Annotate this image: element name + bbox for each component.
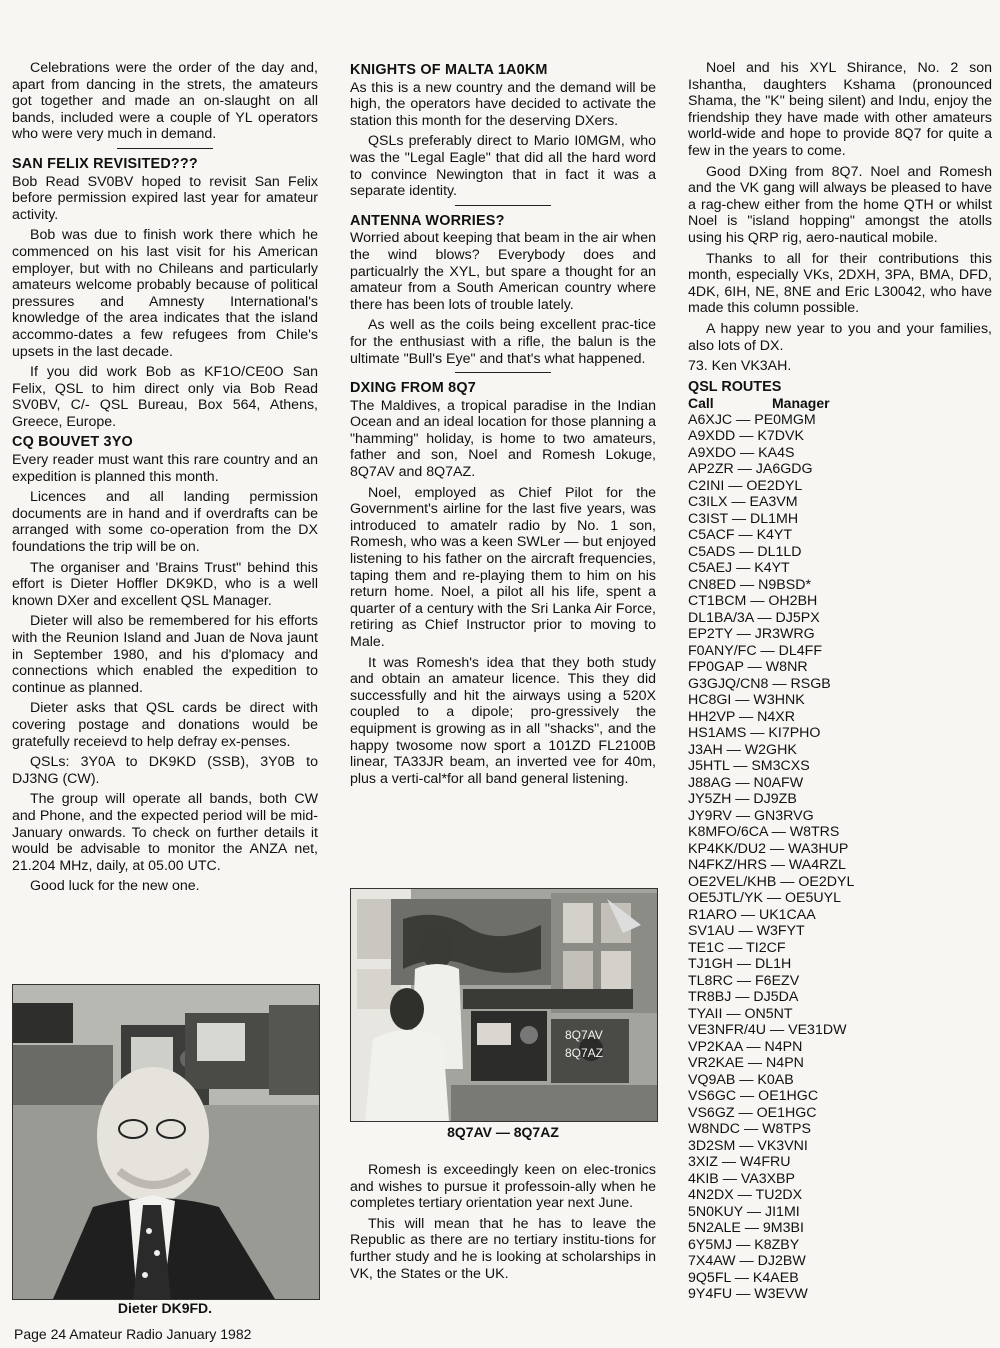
- qsl-route-row: SV1AU — W3FYT: [688, 923, 805, 940]
- qsl-route-row: HS1AMS — KI7PHO: [688, 725, 821, 742]
- malta-heading: KNIGHTS OF MALTA 1A0KM: [350, 62, 548, 78]
- qsl-route-row: EP2TY — JR3WRG: [688, 626, 815, 643]
- qsl-route-row: TL8RC — F6EZV: [688, 972, 800, 989]
- section-divider: [455, 205, 551, 206]
- qsl-route-row: J3AH — W2GHK: [688, 741, 797, 758]
- qsl-route-row: 3XIZ — W4FRU: [688, 1154, 791, 1171]
- dieter-photo-caption: Dieter DK9FD.: [117, 1300, 213, 1316]
- qsl-route-row: 5N2ALE — 9M3BI: [688, 1220, 804, 1237]
- san-felix-heading: SAN FELIX REVISITED???: [12, 155, 198, 172]
- thanks-paragraph: Thanks to all for their contributions this month, especially VKs, 2DXH, 3PA, BMA, DFD, 4DK, 6IH, NE, 8NE and Eric L30042, who have made this column possible.: [688, 250, 992, 317]
- qsl-route-row: A9XDO — KA4S: [688, 444, 795, 461]
- antenna-paragraph: As well as the coils being excellent prac-tice for the enthusiast with a rifle, the balun is the ultimate "Bull's Eye" and that's what happened.: [350, 317, 656, 367]
- column-middle-continued: [350, 1162, 656, 1286]
- qsl-route-row: C5ADS — DL1LD: [688, 543, 802, 560]
- qsl-route-row: DL1BA/3A — DJ5PX: [688, 609, 820, 626]
- section-divider: [455, 372, 551, 373]
- qsl-route-row: 6Y5MJ — K8ZBY: [688, 1236, 800, 1253]
- section-divider: [117, 148, 213, 149]
- qsl-route-row: VE3NFR/4U — VE31DW: [688, 1022, 847, 1039]
- bouvet-heading: CQ BOUVET 3YO: [12, 434, 133, 451]
- qsl-route-row: HH2VP — N4XR: [688, 708, 795, 725]
- qsl-route-row: K8MFO/6CA — W8TRS: [688, 824, 840, 841]
- qsl-route-row: 5N0KUY — JI1MI: [688, 1203, 800, 1220]
- qsl-route-row: 9Y4FU — W3EVW: [688, 1286, 808, 1303]
- qsl-route-row: C5AEJ — K4YT: [688, 560, 790, 577]
- qsl-route-row: FP0GAP — W8NR: [688, 659, 808, 676]
- san-felix-paragraph: Bob was due to finish work there which he commenced on his last visit for his American employer, but with no Chileans and particularly amateurs welcome probably because of political pressures and Amnesty International's knowledge of the area indicates that the island accommo-dates a few refugees from Chile's upsets in the last decade.: [12, 227, 318, 360]
- qsl-route-row: CN8ED — N9BSD*: [688, 576, 811, 593]
- shack-photo: [350, 888, 658, 1122]
- san-felix-paragraph: Bob Read SV0BV hoped to revisit San Felix before permission expired last year for amateur activity.: [12, 173, 318, 223]
- qsl-routes-heading: QSL ROUTES: [688, 378, 782, 395]
- qsl-route-row: 4KIB — VA3XBP: [688, 1170, 795, 1187]
- qsl-route-row: 4N2DX — TU2DX: [688, 1187, 803, 1204]
- bouvet-paragraph: Every reader must want this rare country and an expedition is planned this month.: [12, 452, 318, 485]
- qsl-route-row: VS6GZ — OE1HGC: [688, 1104, 817, 1121]
- qsl-call-header: Call: [688, 395, 714, 412]
- qsl-route-row: OE5JTL/YK — OE5UYL: [688, 890, 841, 907]
- family-paragraph: Noel and his XYL Shirance, No. 2 son Ishantha, daughters Kshama (pronounced Shama, the "K" being silent) and Indu, enjoy the friendship they have made with other amateurs world-wide and hope to provide 8Q7 for quite a few in the years to come.: [688, 60, 992, 159]
- bouvet-paragraph: QSLs: 3Y0A to DK9KD (SSB), 3Y0B to DJ3NG (CW).: [12, 754, 318, 787]
- bouvet-paragraph: Licences and all landing permission documents are in hand and if overdrafts can be arranged with some co-operation from the DX foundations the trip will be on.: [12, 489, 318, 556]
- qsl-manager-header: Manager: [772, 395, 830, 412]
- qsl-routes-list: [688, 412, 992, 1303]
- qsl-route-row: JY9RV — GN3RVG: [688, 807, 814, 824]
- qsl-route-row: 3D2SM — VK3VNI: [688, 1137, 808, 1154]
- shack-photo-illustration: [351, 889, 657, 1121]
- malta-paragraph: As this is a new country and the demand will be high, the operators have decided to activate the station this month for the deserving DXers.: [350, 79, 656, 129]
- qsl-route-row: J88AG — N0AFW: [688, 774, 804, 791]
- qsl-route-row: R1ARO — UK1CAA: [688, 906, 816, 923]
- qsl-route-row: CT1BCM — OH2BH: [688, 593, 818, 610]
- qsl-route-row: 9Q5FL — K4AEB: [688, 1269, 799, 1286]
- bouvet-paragraph: The organiser and 'Brains Trust" behind this effort is Dieter Hoffler DK9KD, who is a well known DXer and excellent QSL Manager.: [12, 559, 318, 609]
- malta-paragraph: QSLs preferably direct to Mario I0MGM, who was the "Legal Eagle" that did all the hard word to convince Newington that in fact it was a separate identity.: [350, 133, 656, 200]
- qsl-route-row: C2INI — OE2DYL: [688, 477, 803, 494]
- bouvet-paragraph: Good luck for the new one.: [30, 878, 200, 895]
- san-felix-paragraph: If you did work Bob as KF1O/CE0O San Felix, QSL to him direct only via Bob Read SV0BV, C/- QSL Bureau, Box 564, Athens, Greece, Europe.: [12, 364, 318, 430]
- qsl-route-row: TJ1GH — DL1H: [688, 956, 792, 973]
- qsl-route-row: C3IST — DL1MH: [688, 510, 799, 527]
- shack-photo-label-2: 8Q7AZ: [565, 1046, 604, 1060]
- qsl-route-row: C3ILX — EA3VM: [688, 494, 798, 511]
- shack-photo-label-1: 8Q7AV: [565, 1028, 603, 1042]
- column-middle: [350, 60, 656, 791]
- qsl-route-row: C5ACF — K4YT: [688, 527, 793, 544]
- qsl-route-row: J5HTL — SM3CXS: [688, 758, 810, 775]
- signoff: 73. Ken VK3AH.: [688, 358, 792, 375]
- qsl-route-row: G3GJQ/CN8 — RSGB: [688, 675, 831, 692]
- qsl-route-row: N4FKZ/HRS — WA4RZL: [688, 857, 846, 874]
- dxing-paragraph: Romesh is exceedingly keen on elec-tronics and wishes to pursue it professoin-ally when he completes tertiary orientation year next June.: [350, 1162, 656, 1212]
- qsl-route-row: F0ANY/FC — DL4FF: [688, 642, 823, 659]
- dxing-paragraph: The Maldives, a tropical paradise in the Indian Ocean and an ideal location for those planning a "hamming" holiday, is home to two amateurs, father and son, Noel and Romesh Lokuge, 8Q7AV and 8Q7AZ.: [350, 397, 656, 481]
- dieter-photo-illustration: [13, 985, 319, 1299]
- qsl-route-row: KP4KK/DU2 — WA3HUP: [688, 840, 849, 857]
- qsl-route-row: VP2KAA — N4PN: [688, 1038, 803, 1055]
- column-right: [688, 60, 992, 1303]
- antenna-heading: ANTENNA WORRIES?: [350, 212, 505, 229]
- antenna-paragraph: Worried about keeping that beam in the air when the wind blows? Everybody does and particualrly the XYL, but spare a thought for an amateur from a South American country where there has been lots of trouble lately.: [350, 230, 656, 313]
- qsl-route-row: OE2VEL/KHB — OE2DYL: [688, 873, 855, 890]
- qsl-routes-header: [688, 395, 992, 412]
- qsl-route-row: VR2KAE — N4PN: [688, 1055, 804, 1072]
- column-left: [12, 60, 318, 899]
- dxing-paragraph: It was Romesh's idea that they both study and obtain an amateur licence. This they did successfully and hit the airways using a 520X coupled to a dipole; pro-gressively the equipment is growing as in all "shacks", and the happy twosome now sport a 101ZD FL2100B linear, TA33JR beam, an inverted vee for 40m, plus a verti-cal*for all band general listening.: [350, 654, 656, 787]
- new-year-paragraph: A happy new year to you and your families, also lots of DX.: [688, 320, 992, 354]
- dxing-paragraph: This will mean that he has to leave the Republic as there are no tertiary institu-tions for further study and he is looking at scholarships in VK, the States or the UK.: [350, 1215, 656, 1282]
- dxing-heading: DXING FROM 8Q7: [350, 380, 476, 397]
- qsl-route-row: JY5ZH — DJ9ZB: [688, 791, 797, 808]
- shack-photo-caption: 8Q7AV — 8Q7AZ: [447, 1124, 559, 1140]
- qsl-route-row: W8NDC — W8TPS: [688, 1121, 811, 1138]
- bouvet-paragraph: The group will operate all bands, both CW and Phone, and the expected period will be mid-January onwards. To check on further details it would be advisable to monitor the ANZA net, 21.204 MHz, daily, at 05.00 UTC.: [12, 791, 318, 874]
- qsl-route-row: AP2ZR — JA6GDG: [688, 461, 813, 478]
- qsl-route-row: TYAII — ON5NT: [688, 1005, 793, 1022]
- qsl-route-row: A9XDD — K7DVK: [688, 428, 804, 445]
- qsl-route-row: VS6GC — OE1HGC: [688, 1088, 819, 1105]
- qsl-route-row: TE1C — TI2CF: [688, 939, 786, 956]
- intro-paragraph: Celebrations were the order of the day and, apart from dancing in the strets, the amateurs got together and made an on-slaught on all bands, included were a couple of YL operators who were very much in demand.: [12, 60, 318, 143]
- dxing-paragraph: Noel, employed as Chief Pilot for the Government's airline for the last five years, was introduced to amatelr radio by No. 1 son, Romesh, who was a keen SWLer — but enjoyed listening to his father on the aircraft frequencies, taping them and re-playing them to him on his return home. Noel, a pilot all his life, spent a quarter of a century with the Sri Lanka Air Force, retiring as Chief Instructor prior to moving to Male.: [350, 484, 656, 650]
- bouvet-paragraph: Dieter will also be remembered for his efforts with the Reunion Island and Juan de Nova jaunt in September 1980, and his d'plomacy and connections which enabled the expedition to continue as planned.: [12, 613, 318, 696]
- qsl-route-row: 7X4AW — DJ2BW: [688, 1253, 806, 1270]
- dieter-photo: [12, 984, 320, 1300]
- bouvet-paragraph: Dieter asks that QSL cards be direct with covering postage and donations would be gratefully receievd to help defray ex-penses.: [12, 700, 318, 750]
- qsl-route-row: HC8GI — W3HNK: [688, 692, 805, 709]
- qsl-route-row: TR8BJ — DJ5DA: [688, 989, 799, 1006]
- page-footer: Page 24 Amateur Radio January 1982: [14, 1326, 252, 1342]
- qsl-route-row: A6XJC — PE0MGM: [688, 411, 816, 428]
- qsl-route-row: VQ9AB — K0AB: [688, 1071, 794, 1088]
- good-dxing-paragraph: Good DXing from 8Q7. Noel and Romesh and the VK gang will always be pleased to have a rag-chew either from the home QTH or whilst Noel is "island hopping" amongst the atolls using his QRP rig, aero-nautical mobile.: [688, 163, 992, 246]
